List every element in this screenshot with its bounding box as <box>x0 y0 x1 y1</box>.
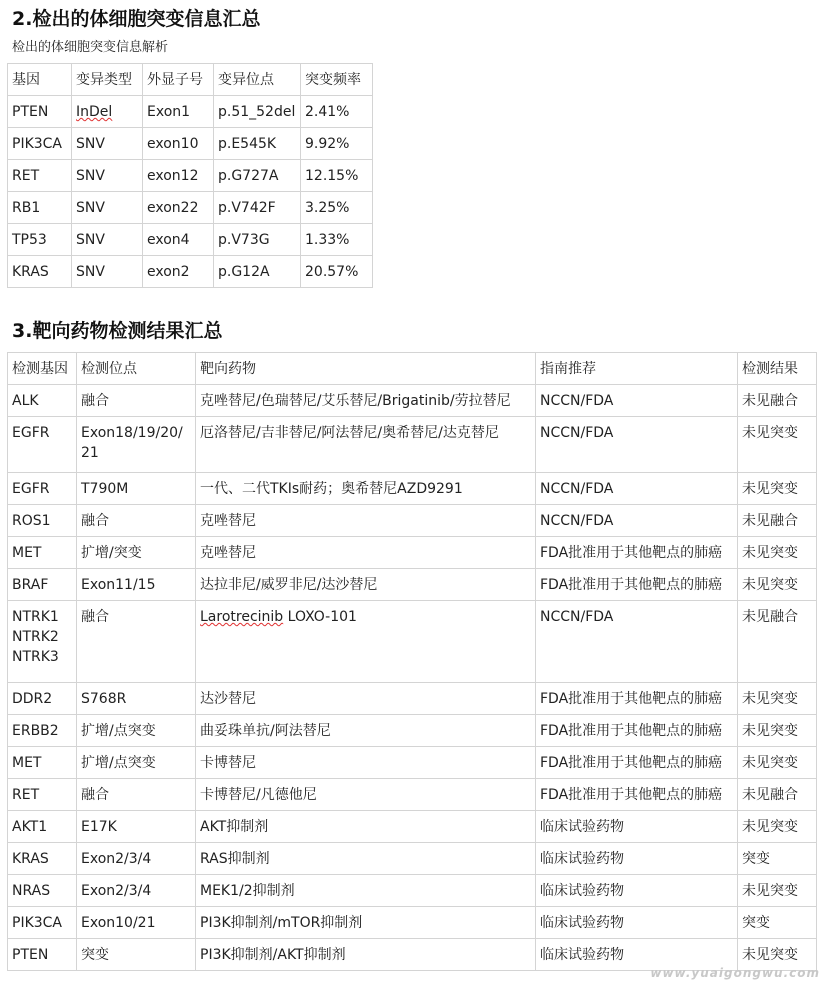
cell-guideline: 临床试验药物 <box>536 907 738 939</box>
cell-test-site: Exon18/19/20/21 <box>77 417 196 473</box>
table-row <box>8 843 817 875</box>
cell-test-gene: ROS1 <box>8 505 77 537</box>
cell-targeted-drug: 厄洛替尼/吉非替尼/阿法替尼/奥希替尼/达克替尼 <box>196 417 536 473</box>
cell-guideline: NCCN/FDA <box>536 505 738 537</box>
cell-targeted-drug: Larotrecinib LOXO-101 <box>196 601 536 683</box>
cell-targeted-drug: 克唑替尼/色瑞替尼/艾乐替尼/Brigatinib/劳拉替尼 <box>196 385 536 417</box>
header-targeted-drug: 靶向药物 <box>196 353 536 385</box>
cell-guideline: FDA批准用于其他靶点的肺癌 <box>536 537 738 569</box>
cell-test-site: 融合 <box>77 779 196 811</box>
cell-variant-site: p.G12A <box>214 256 301 288</box>
table-row <box>8 779 817 811</box>
cell-guideline: 临床试验药物 <box>536 939 738 971</box>
cell-result: 未见融合 <box>738 505 817 537</box>
table-row <box>8 875 817 907</box>
table-row <box>8 715 817 747</box>
cell-frequency: 12.15% <box>301 160 373 192</box>
cell-targeted-drug: 卡博替尼 <box>196 747 536 779</box>
cell-guideline: FDA批准用于其他靶点的肺癌 <box>536 683 738 715</box>
cell-targeted-drug: 克唑替尼 <box>196 537 536 569</box>
cell-guideline: NCCN/FDA <box>536 601 738 683</box>
cell-result: 未见突变 <box>738 811 817 843</box>
table-row <box>8 417 817 473</box>
cell-test-site: S768R <box>77 683 196 715</box>
table-header-row <box>8 353 817 385</box>
section2-title: 2.检出的体细胞突变信息汇总 <box>12 8 261 30</box>
cell-frequency: 20.57% <box>301 256 373 288</box>
cell-variant-type: SNV <box>72 256 143 288</box>
cell-targeted-drug: 达沙替尼 <box>196 683 536 715</box>
header-variant-site: 变异位点 <box>214 64 301 96</box>
cell-gene: KRAS <box>8 256 72 288</box>
table-row <box>8 811 817 843</box>
cell-result: 未见突变 <box>738 473 817 505</box>
cell-test-gene: PTEN <box>8 939 77 971</box>
cell-targeted-drug: PI3K抑制剂/AKT抑制剂 <box>196 939 536 971</box>
cell-result: 未见融合 <box>738 779 817 811</box>
cell-exon: exon4 <box>143 224 214 256</box>
table-row <box>8 907 817 939</box>
section2-subtitle: 检出的体细胞突变信息解析 <box>12 40 169 55</box>
drug-name-spellcheck: Larotrecinib <box>200 609 284 625</box>
table-row <box>8 96 373 128</box>
cell-frequency: 1.33% <box>301 224 373 256</box>
table-row <box>8 224 373 256</box>
cell-result: 未见突变 <box>738 939 817 971</box>
cell-result: 未见突变 <box>738 715 817 747</box>
cell-result: 未见突变 <box>738 537 817 569</box>
header-guideline: 指南推荐 <box>536 353 738 385</box>
cell-test-gene: ERBB2 <box>8 715 77 747</box>
cell-test-site: Exon2/3/4 <box>77 843 196 875</box>
cell-variant-site: p.51_52del <box>214 96 301 128</box>
somatic-mutation-table <box>7 63 373 288</box>
cell-guideline: NCCN/FDA <box>536 473 738 505</box>
table-row <box>8 256 373 288</box>
cell-test-site: 扩增/点突变 <box>77 747 196 779</box>
cell-gene: PIK3CA <box>8 128 72 160</box>
cell-test-site: 扩增/突变 <box>77 537 196 569</box>
cell-targeted-drug: 一代、二代TKIs耐药；奥希替尼AZD9291 <box>196 473 536 505</box>
header-result: 检测结果 <box>738 353 817 385</box>
cell-targeted-drug: 曲妥珠单抗/阿法替尼 <box>196 715 536 747</box>
cell-guideline: FDA批准用于其他靶点的肺癌 <box>536 747 738 779</box>
cell-variant-site: p.V73G <box>214 224 301 256</box>
cell-variant-type: SNV <box>72 192 143 224</box>
table-row <box>8 385 817 417</box>
cell-guideline: FDA批准用于其他靶点的肺癌 <box>536 779 738 811</box>
header-test-gene: 检测基因 <box>8 353 77 385</box>
table-row <box>8 747 817 779</box>
table-row <box>8 160 373 192</box>
cell-result: 未见融合 <box>738 385 817 417</box>
watermark: www.yuaigongwu.com <box>650 966 820 980</box>
cell-variant-type: SNV <box>72 160 143 192</box>
cell-test-site: 融合 <box>77 385 196 417</box>
cell-exon: exon12 <box>143 160 214 192</box>
cell-test-site: 融合 <box>77 505 196 537</box>
cell-exon: exon2 <box>143 256 214 288</box>
table-row <box>8 569 817 601</box>
cell-test-gene: NTRK1 NTRK2 NTRK3 <box>8 601 77 683</box>
table-row <box>8 473 817 505</box>
cell-test-gene: MET <box>8 537 77 569</box>
cell-test-gene: RET <box>8 779 77 811</box>
header-gene: 基因 <box>8 64 72 96</box>
header-variant-type: 变异类型 <box>72 64 143 96</box>
cell-result: 未见突变 <box>738 875 817 907</box>
cell-gene: PTEN <box>8 96 72 128</box>
cell-test-gene: BRAF <box>8 569 77 601</box>
table-row <box>8 505 817 537</box>
cell-test-gene: MET <box>8 747 77 779</box>
cell-guideline: FDA批准用于其他靶点的肺癌 <box>536 569 738 601</box>
table-row <box>8 537 817 569</box>
cell-targeted-drug: RAS抑制剂 <box>196 843 536 875</box>
cell-test-gene: EGFR <box>8 473 77 505</box>
cell-test-gene: AKT1 <box>8 811 77 843</box>
cell-guideline: FDA批准用于其他靶点的肺癌 <box>536 715 738 747</box>
table-row <box>8 128 373 160</box>
cell-result: 未见突变 <box>738 683 817 715</box>
cell-gene: TP53 <box>8 224 72 256</box>
header-frequency: 突变频率 <box>301 64 373 96</box>
cell-test-gene: EGFR <box>8 417 77 473</box>
cell-test-gene: ALK <box>8 385 77 417</box>
cell-test-site: Exon10/21 <box>77 907 196 939</box>
cell-guideline: 临床试验药物 <box>536 843 738 875</box>
cell-targeted-drug: PI3K抑制剂/mTOR抑制剂 <box>196 907 536 939</box>
table-header-row <box>8 64 373 96</box>
cell-test-gene: PIK3CA <box>8 907 77 939</box>
cell-result: 突变 <box>738 907 817 939</box>
cell-test-site: 突变 <box>77 939 196 971</box>
header-exon: 外显子号 <box>143 64 214 96</box>
table-row <box>8 683 817 715</box>
table-row <box>8 192 373 224</box>
cell-test-site: 扩增/点突变 <box>77 715 196 747</box>
cell-variant-type: SNV <box>72 128 143 160</box>
cell-gene: RET <box>8 160 72 192</box>
cell-guideline: 临床试验药物 <box>536 875 738 907</box>
cell-targeted-drug: MEK1/2抑制剂 <box>196 875 536 907</box>
cell-test-site: T790M <box>77 473 196 505</box>
cell-frequency: 3.25% <box>301 192 373 224</box>
cell-targeted-drug: 克唑替尼 <box>196 505 536 537</box>
cell-exon: Exon1 <box>143 96 214 128</box>
cell-result: 未见突变 <box>738 747 817 779</box>
cell-test-site: Exon2/3/4 <box>77 875 196 907</box>
cell-variant-type: SNV <box>72 224 143 256</box>
cell-variant-site: p.V742F <box>214 192 301 224</box>
cell-result: 突变 <box>738 843 817 875</box>
cell-exon: exon22 <box>143 192 214 224</box>
table-row <box>8 601 817 683</box>
cell-test-site: 融合 <box>77 601 196 683</box>
cell-result: 未见融合 <box>738 601 817 683</box>
cell-guideline: 临床试验药物 <box>536 811 738 843</box>
cell-frequency: 9.92% <box>301 128 373 160</box>
cell-guideline: NCCN/FDA <box>536 417 738 473</box>
cell-test-gene: NRAS <box>8 875 77 907</box>
cell-exon: exon10 <box>143 128 214 160</box>
targeted-drug-table <box>7 352 817 971</box>
cell-variant-type: InDel <box>72 96 143 128</box>
cell-test-site: Exon11/15 <box>77 569 196 601</box>
cell-targeted-drug: 达拉非尼/威罗非尼/达沙替尼 <box>196 569 536 601</box>
cell-guideline: NCCN/FDA <box>536 385 738 417</box>
cell-frequency: 2.41% <box>301 96 373 128</box>
cell-result: 未见突变 <box>738 569 817 601</box>
cell-targeted-drug: AKT抑制剂 <box>196 811 536 843</box>
cell-test-site: E17K <box>77 811 196 843</box>
cell-targeted-drug: 卡博替尼/凡德他尼 <box>196 779 536 811</box>
cell-test-gene: DDR2 <box>8 683 77 715</box>
cell-result: 未见突变 <box>738 417 817 473</box>
cell-variant-site: p.E545K <box>214 128 301 160</box>
section3-title: 3.靶向药物检测结果汇总 <box>12 320 223 342</box>
cell-test-gene: KRAS <box>8 843 77 875</box>
header-test-site: 检测位点 <box>77 353 196 385</box>
cell-gene: RB1 <box>8 192 72 224</box>
cell-variant-site: p.G727A <box>214 160 301 192</box>
